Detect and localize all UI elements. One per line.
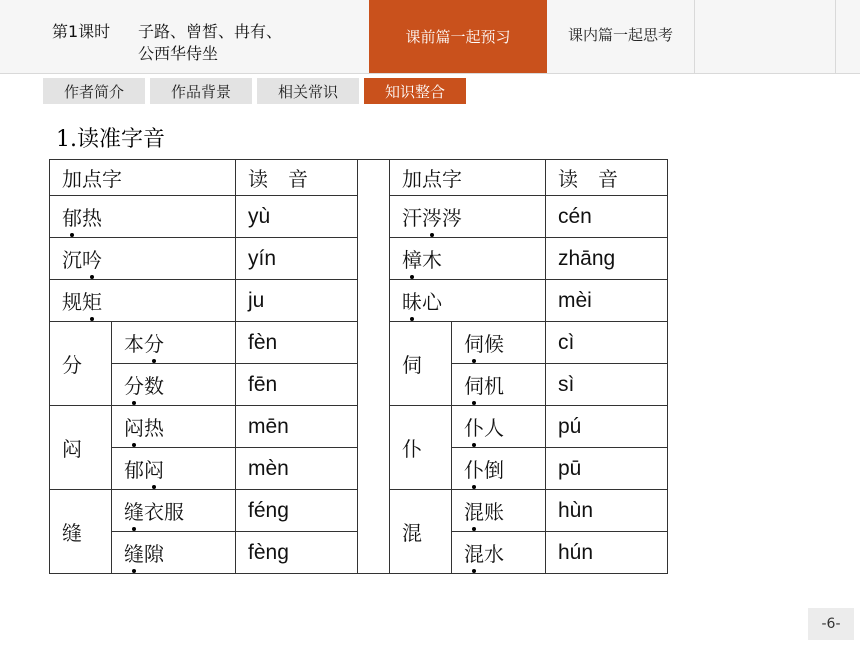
- pinyin: hùn: [558, 499, 594, 522]
- pinyin: fēn: [248, 373, 278, 396]
- word-cell: [112, 364, 236, 406]
- pinyin: ju: [248, 289, 265, 312]
- word-cell: [452, 532, 546, 574]
- pinyin: pú: [558, 415, 582, 438]
- header-divider: [835, 0, 836, 73]
- table-header-cell: 读 音: [236, 160, 358, 196]
- page-number: -6-: [808, 608, 854, 640]
- word-cell: [452, 448, 546, 490]
- table-header-cell: 加点字: [50, 160, 236, 196]
- table-header-row: [50, 160, 668, 196]
- pinyin: cén: [558, 205, 592, 228]
- word-cell: [112, 532, 236, 574]
- group-char: 分: [62, 353, 82, 377]
- word-pre: 汗: [402, 206, 422, 230]
- pinyin-cell: [546, 490, 668, 532]
- word-post: 倒: [484, 458, 504, 482]
- word-post: 候: [484, 332, 504, 356]
- word-cell: [452, 322, 546, 364]
- subtab-author[interactable]: 作者简介: [43, 78, 145, 104]
- pinyin: zhāng: [558, 247, 616, 270]
- word-cell: [112, 322, 236, 364]
- word-cell: [390, 238, 546, 280]
- word-post: 隙: [144, 542, 164, 566]
- word-pre: 规: [62, 290, 82, 314]
- dotted-char: 仆: [464, 412, 484, 441]
- word-cell: [452, 490, 546, 532]
- group-char: 伺: [402, 353, 422, 377]
- dotted-char: 郁: [62, 202, 82, 231]
- pinyin-cell: [546, 196, 668, 238]
- pinyin: mèn: [248, 457, 289, 480]
- pinyin: fèng: [248, 541, 289, 564]
- word-post: 热: [144, 416, 164, 440]
- subtab-background[interactable]: 作品背景: [150, 78, 252, 104]
- word-post: 人: [484, 416, 504, 440]
- word-post: 数: [144, 374, 164, 398]
- pinyin: sì: [558, 373, 575, 396]
- word-post: 水: [484, 542, 504, 566]
- word-cell: [452, 406, 546, 448]
- tab-preview[interactable]: 课前篇一起预习: [369, 0, 547, 73]
- table-header-cell: 读 音: [546, 160, 668, 196]
- pinyin-cell: [546, 406, 668, 448]
- dotted-char: 涔: [422, 202, 442, 231]
- pinyin: yù: [248, 205, 271, 228]
- tab-in-class[interactable]: 课内篇一起思考: [547, 0, 695, 73]
- pinyin-cell: [546, 280, 668, 322]
- table-header-cell: 加点字: [390, 160, 546, 196]
- word-post: 衣服: [144, 500, 184, 524]
- pinyin-cell: [546, 322, 668, 364]
- word-post: 账: [484, 500, 504, 524]
- group-char: 仆: [402, 437, 422, 461]
- subtab-knowledge[interactable]: 相关常识: [257, 78, 359, 104]
- group-char-cell: [50, 406, 112, 490]
- word-post: 心: [422, 290, 442, 314]
- word-cell: [112, 490, 236, 532]
- dotted-char: 混: [464, 496, 484, 525]
- word-post: 涔: [442, 206, 462, 230]
- dotted-char: 分: [144, 328, 164, 357]
- word-post: 木: [422, 248, 442, 272]
- pinyin-cell: [236, 490, 358, 532]
- word-cell: [390, 196, 546, 238]
- dotted-char: 樟: [402, 244, 422, 273]
- pinyin: mēn: [248, 415, 289, 438]
- word-pre: 沉: [62, 248, 82, 272]
- lesson-title-line2: 公西华侍坐: [138, 44, 219, 63]
- word-cell: [112, 448, 236, 490]
- group-char-cell: [50, 490, 112, 574]
- pinyin-cell: [236, 238, 358, 280]
- word-cell: [50, 196, 236, 238]
- pinyin: fèn: [248, 331, 278, 354]
- group-char: 缝: [62, 521, 82, 545]
- dotted-char: 伺: [464, 370, 484, 399]
- pinyin-cell: [236, 448, 358, 490]
- pinyin: hún: [558, 541, 594, 564]
- pinyin: yín: [248, 247, 277, 270]
- dotted-char: 闷: [124, 412, 144, 441]
- dotted-char: 缝: [124, 496, 144, 525]
- pinyin: féng: [248, 499, 289, 522]
- pinyin-cell: [546, 448, 668, 490]
- pinyin: pū: [558, 457, 582, 480]
- dotted-char: 闷: [144, 454, 164, 483]
- pinyin-cell: [546, 364, 668, 406]
- group-char-cell: [390, 490, 452, 574]
- pinyin-cell: [546, 532, 668, 574]
- subtab-integration[interactable]: 知识整合: [364, 78, 466, 104]
- dotted-char: 缝: [124, 538, 144, 567]
- dotted-char: 伺: [464, 328, 484, 357]
- word-cell: [112, 406, 236, 448]
- lesson-title-line1: 子路、曾皙、冉有、: [138, 22, 283, 41]
- section-title: 1.读准字音: [56, 127, 165, 152]
- pinyin-cell: [236, 532, 358, 574]
- pinyin: mèi: [558, 289, 592, 312]
- pinyin-cell: [236, 406, 358, 448]
- pinyin: cì: [558, 331, 575, 354]
- group-char-cell: [390, 406, 452, 490]
- pinyin-cell: [236, 196, 358, 238]
- group-char-cell: [390, 322, 452, 406]
- dotted-char: 吟: [82, 244, 102, 273]
- word-pre: 本: [124, 332, 144, 356]
- lesson-number: 第1课时: [52, 22, 111, 41]
- pronunciation-table: [49, 159, 668, 574]
- pinyin-cell: [236, 364, 358, 406]
- word-post: 热: [82, 206, 102, 230]
- dotted-char: 昧: [402, 286, 422, 315]
- word-pre: 郁: [124, 458, 144, 482]
- word-post: 机: [484, 374, 504, 398]
- group-char-cell: [50, 322, 112, 406]
- dotted-char: 混: [464, 538, 484, 567]
- word-cell: [452, 364, 546, 406]
- group-char: 混: [402, 521, 422, 545]
- lesson-title: [52, 21, 372, 65]
- word-cell: [50, 238, 236, 280]
- pinyin-cell: [236, 322, 358, 364]
- dotted-char: 矩: [82, 286, 102, 315]
- header-bar: [0, 0, 860, 74]
- pinyin-cell: [546, 238, 668, 280]
- dotted-char: 仆: [464, 454, 484, 483]
- group-char: 闷: [62, 437, 82, 461]
- word-cell: [50, 280, 236, 322]
- dotted-char: 分: [124, 370, 144, 399]
- pinyin-cell: [236, 280, 358, 322]
- word-cell: [390, 280, 546, 322]
- table-gap: [358, 160, 390, 574]
